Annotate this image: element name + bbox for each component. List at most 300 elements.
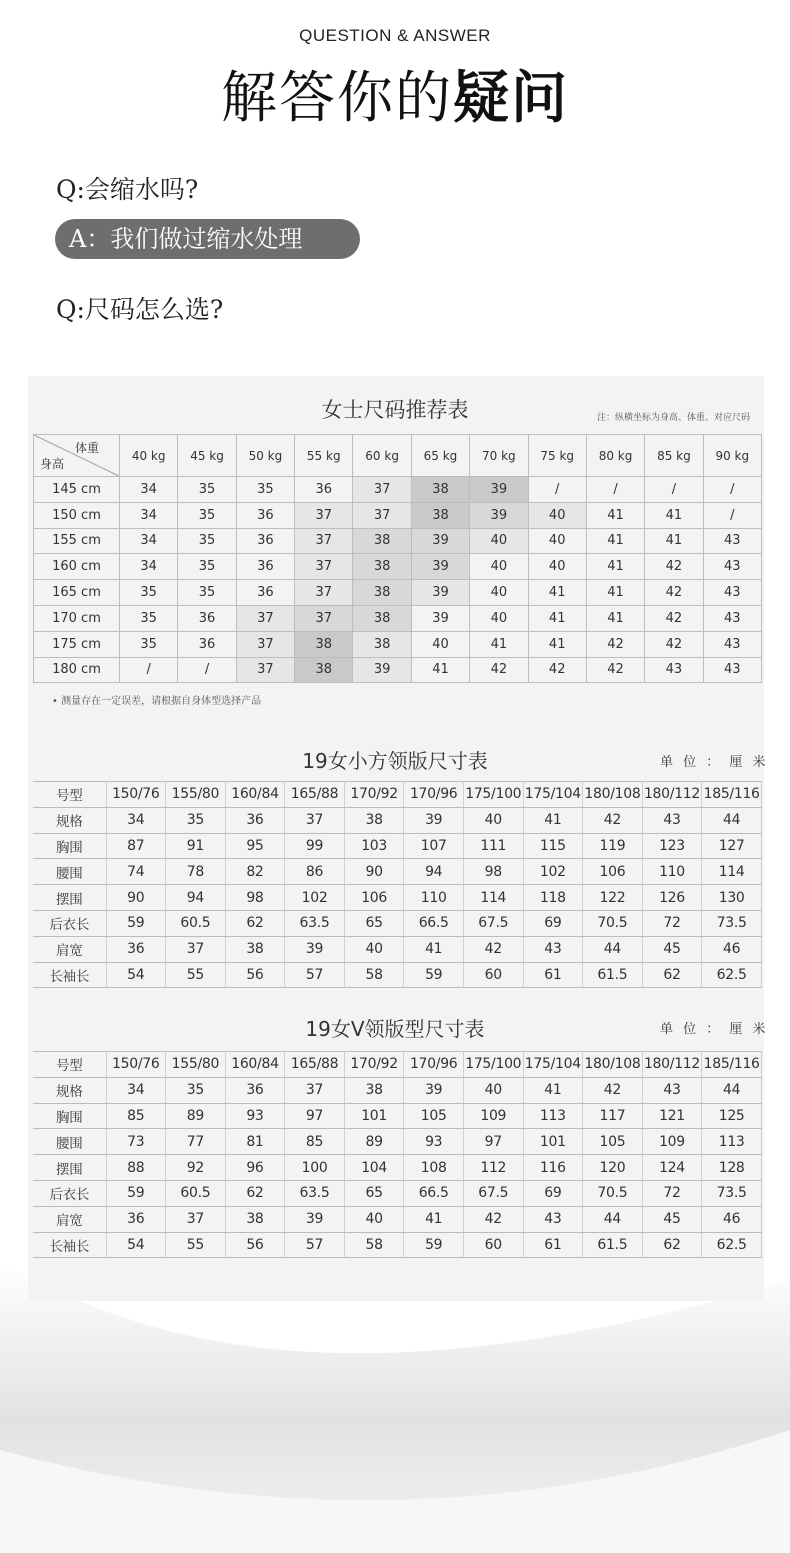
measurement-value-cell: 59 [106, 910, 166, 936]
recommended-size-cell: 34 [120, 502, 178, 528]
recommended-size-cell: 35 [120, 605, 178, 631]
measurement-value-cell: 120 [583, 1155, 643, 1181]
measurement-value-cell: 73.5 [702, 910, 762, 936]
measurement-value-cell: 67.5 [463, 1180, 523, 1206]
recommended-size-cell: / [645, 477, 703, 503]
measurement-label-cell: 长袖长 [33, 962, 106, 988]
measurement-value-cell: 88 [106, 1155, 166, 1181]
measurement-value-cell: 175/100 [463, 1052, 523, 1078]
measurement-value-cell: 165/88 [285, 1052, 345, 1078]
measurement-value-cell: 77 [166, 1129, 226, 1155]
measurement-value-cell: 175/104 [523, 1052, 583, 1078]
square-collar-size-table [33, 781, 762, 988]
measurement-value-cell: 38 [225, 936, 285, 962]
measurement-value-cell: 180/108 [583, 782, 643, 808]
weight-header-cell: 90 kg [703, 435, 761, 477]
measurement-label-cell: 长袖长 [33, 1232, 106, 1258]
recommended-size-cell: 38 [353, 528, 411, 554]
recommend-row [34, 631, 762, 657]
measurement-value-cell: 60.5 [166, 910, 226, 936]
faq-question-shrink: Q:会缩水吗? [56, 175, 199, 204]
measurement-value-cell: 95 [225, 833, 285, 859]
v-collar-unit: 单 位 ： 厘 米 [660, 1022, 769, 1037]
measurement-value-cell: 66.5 [404, 1180, 464, 1206]
measurement-value-cell: 45 [642, 1206, 702, 1232]
measurement-value-cell: 61 [523, 962, 583, 988]
recommended-size-cell: / [120, 657, 178, 683]
weight-header-cell: 70 kg [470, 435, 528, 477]
recommended-size-cell: 40 [470, 580, 528, 606]
recommended-size-cell: / [703, 477, 761, 503]
measurement-value-cell: 41 [404, 1206, 464, 1232]
recommended-size-cell: 40 [470, 528, 528, 554]
recommended-size-cell: 35 [178, 528, 236, 554]
recommended-size-cell: 39 [411, 528, 469, 554]
measurement-value-cell: 65 [344, 1180, 404, 1206]
table-corner-cell [34, 435, 120, 477]
faq-question-size: Q:尺码怎么选? [56, 295, 224, 324]
recommended-size-cell: 35 [178, 502, 236, 528]
recommended-size-cell: 40 [411, 631, 469, 657]
recommend-footnote: • 测量存在一定误差，请根据自身体型选择产品 [52, 696, 262, 707]
measurement-value-cell: 34 [106, 1077, 166, 1103]
measurement-value-cell: 115 [523, 833, 583, 859]
measurement-label-cell: 胸围 [33, 1103, 106, 1129]
measurement-label-cell: 号型 [33, 1052, 106, 1078]
recommended-size-cell: 35 [178, 580, 236, 606]
weight-header-cell: 85 kg [645, 435, 703, 477]
measurement-value-cell: 72 [642, 1180, 702, 1206]
measurement-value-cell: 90 [344, 859, 404, 885]
section-subtitle-en: QUESTION & ANSWER [299, 26, 491, 45]
measurement-label-cell: 后衣长 [33, 910, 106, 936]
recommended-size-cell: 35 [236, 477, 294, 503]
height-label-cell: 165 cm [34, 580, 120, 606]
measurement-value-cell: 98 [463, 859, 523, 885]
recommend-row [34, 554, 762, 580]
recommended-size-cell: 43 [703, 605, 761, 631]
measurement-value-cell: 62 [225, 1180, 285, 1206]
measurement-value-cell: 105 [404, 1103, 464, 1129]
recommended-size-cell: 43 [703, 580, 761, 606]
size-recommendation-table [33, 434, 762, 683]
measurement-value-cell: 87 [106, 833, 166, 859]
measurement-value-cell: 92 [166, 1155, 226, 1181]
measurement-value-cell: 73.5 [702, 1180, 762, 1206]
square-collar-row [33, 910, 762, 936]
measurement-label-cell: 肩宽 [33, 1206, 106, 1232]
recommended-size-cell: 40 [528, 502, 586, 528]
height-label-cell: 180 cm [34, 657, 120, 683]
recommended-size-cell: / [528, 477, 586, 503]
measurement-value-cell: 96 [225, 1155, 285, 1181]
page-title-regular: 解答你的 [221, 66, 453, 131]
recommended-size-cell: 37 [295, 528, 353, 554]
recommended-size-cell: 41 [528, 631, 586, 657]
measurement-value-cell: 62.5 [702, 1232, 762, 1258]
recommended-size-cell: 43 [703, 528, 761, 554]
measurement-value-cell: 110 [404, 885, 464, 911]
measurement-value-cell: 170/92 [344, 782, 404, 808]
weight-header-cell: 45 kg [178, 435, 236, 477]
faq-answer-shrink: A：我们做过缩水处理 [55, 219, 360, 259]
page-title [0, 54, 790, 134]
recommended-size-cell: 39 [353, 657, 411, 683]
recommended-size-cell: 37 [295, 554, 353, 580]
recommended-size-cell: 34 [120, 477, 178, 503]
measurement-value-cell: 40 [463, 1077, 523, 1103]
v-collar-row [33, 1206, 762, 1232]
weight-header-cell: 80 kg [586, 435, 644, 477]
measurement-value-cell: 103 [344, 833, 404, 859]
v-collar-row [33, 1155, 762, 1181]
recommended-size-cell: 40 [470, 554, 528, 580]
corner-weight-label: 体重 [74, 441, 99, 455]
measurement-value-cell: 62.5 [702, 962, 762, 988]
measurement-value-cell: 42 [463, 936, 523, 962]
weight-header-cell: 65 kg [411, 435, 469, 477]
measurement-value-cell: 38 [344, 1077, 404, 1103]
recommended-size-cell: 37 [236, 657, 294, 683]
measurement-value-cell: 58 [344, 1232, 404, 1258]
measurement-value-cell: 37 [285, 807, 345, 833]
measurement-value-cell: 37 [285, 1077, 345, 1103]
v-collar-row [33, 1232, 762, 1258]
recommended-size-cell: 37 [236, 631, 294, 657]
measurement-value-cell: 118 [523, 885, 583, 911]
recommended-size-cell: 38 [353, 554, 411, 580]
recommended-size-cell: 41 [586, 502, 644, 528]
measurement-value-cell: 59 [404, 1232, 464, 1258]
recommended-size-cell: 37 [295, 502, 353, 528]
measurement-value-cell: 101 [523, 1129, 583, 1155]
measurement-value-cell: 39 [285, 1206, 345, 1232]
measurement-value-cell: 55 [166, 962, 226, 988]
recommend-row [34, 502, 762, 528]
recommended-size-cell: 36 [178, 605, 236, 631]
measurement-value-cell: 114 [702, 859, 762, 885]
measurement-value-cell: 122 [583, 885, 643, 911]
recommended-size-cell: 42 [586, 631, 644, 657]
square-collar-row [33, 936, 762, 962]
recommended-size-cell: 39 [411, 554, 469, 580]
measurement-value-cell: 98 [225, 885, 285, 911]
measurement-value-cell: 180/108 [583, 1052, 643, 1078]
measurement-value-cell: 36 [225, 1077, 285, 1103]
measurement-value-cell: 93 [225, 1103, 285, 1129]
measurement-value-cell: 185/116 [702, 782, 762, 808]
page-title-bold: 疑问 [453, 66, 569, 131]
recommended-size-cell: 39 [470, 502, 528, 528]
measurement-value-cell: 43 [642, 807, 702, 833]
height-label-cell: 160 cm [34, 554, 120, 580]
measurement-value-cell: 37 [166, 936, 226, 962]
measurement-value-cell: 70.5 [583, 910, 643, 936]
measurement-value-cell: 73 [106, 1129, 166, 1155]
measurement-value-cell: 39 [404, 1077, 464, 1103]
measurement-label-cell: 胸围 [33, 833, 106, 859]
measurement-value-cell: 74 [106, 859, 166, 885]
measurement-value-cell: 41 [404, 936, 464, 962]
measurement-value-cell: 90 [106, 885, 166, 911]
square-collar-row [33, 833, 762, 859]
measurement-value-cell: 46 [702, 936, 762, 962]
recommended-size-cell: 42 [586, 657, 644, 683]
recommended-size-cell: 42 [645, 554, 703, 580]
v-collar-row [33, 1180, 762, 1206]
recommended-size-cell: 37 [295, 580, 353, 606]
measurement-value-cell: 114 [463, 885, 523, 911]
measurement-value-cell: 117 [583, 1103, 643, 1129]
measurement-value-cell: 42 [583, 1077, 643, 1103]
measurement-label-cell: 肩宽 [33, 936, 106, 962]
recommended-size-cell: 42 [645, 631, 703, 657]
measurement-value-cell: 109 [642, 1129, 702, 1155]
recommended-size-cell: 36 [236, 528, 294, 554]
measurement-value-cell: 60 [463, 962, 523, 988]
measurement-value-cell: 62 [225, 910, 285, 936]
square-collar-row [33, 885, 762, 911]
weight-header-cell: 75 kg [528, 435, 586, 477]
measurement-value-cell: 85 [285, 1129, 345, 1155]
recommended-size-cell: 40 [528, 528, 586, 554]
measurement-value-cell: 57 [285, 1232, 345, 1258]
measurement-value-cell: 66.5 [404, 910, 464, 936]
recommended-size-cell: 36 [236, 554, 294, 580]
measurement-value-cell: 97 [463, 1129, 523, 1155]
measurement-value-cell: 56 [225, 962, 285, 988]
measurement-value-cell: 63.5 [285, 1180, 345, 1206]
measurement-value-cell: 105 [583, 1129, 643, 1155]
recommended-size-cell: 37 [236, 605, 294, 631]
recommended-size-cell: 41 [645, 528, 703, 554]
recommended-size-cell: 36 [236, 502, 294, 528]
recommended-size-cell: / [178, 657, 236, 683]
measurement-value-cell: 40 [344, 1206, 404, 1232]
recommended-size-cell: / [703, 502, 761, 528]
recommended-size-cell: 38 [295, 631, 353, 657]
measurement-value-cell: 37 [166, 1206, 226, 1232]
measurement-value-cell: 106 [583, 859, 643, 885]
measurement-value-cell: 160/84 [225, 782, 285, 808]
v-collar-row [33, 1103, 762, 1129]
measurement-value-cell: 150/76 [106, 782, 166, 808]
v-collar-row [33, 1129, 762, 1155]
measurement-value-cell: 170/96 [404, 782, 464, 808]
measurement-value-cell: 89 [166, 1103, 226, 1129]
measurement-value-cell: 35 [166, 807, 226, 833]
measurement-value-cell: 57 [285, 962, 345, 988]
measurement-value-cell: 101 [344, 1103, 404, 1129]
square-collar-header-row [33, 782, 762, 808]
measurement-value-cell: 36 [225, 807, 285, 833]
measurement-value-cell: 128 [702, 1155, 762, 1181]
measurement-value-cell: 155/80 [166, 782, 226, 808]
measurement-value-cell: 102 [285, 885, 345, 911]
recommended-size-cell: 37 [353, 502, 411, 528]
measurement-value-cell: 35 [166, 1077, 226, 1103]
measurement-value-cell: 42 [463, 1206, 523, 1232]
recommended-size-cell: 42 [470, 657, 528, 683]
square-collar-row [33, 859, 762, 885]
recommend-table-title: 女士尺码推荐表 [321, 398, 469, 422]
measurement-label-cell: 号型 [33, 782, 106, 808]
measurement-label-cell: 规格 [33, 1077, 106, 1103]
measurement-value-cell: 106 [344, 885, 404, 911]
measurement-value-cell: 130 [702, 885, 762, 911]
measurement-value-cell: 97 [285, 1103, 345, 1129]
measurement-value-cell: 60.5 [166, 1180, 226, 1206]
recommended-size-cell: 43 [703, 631, 761, 657]
recommended-size-cell: 38 [353, 631, 411, 657]
measurement-value-cell: 85 [106, 1103, 166, 1129]
recommend-header-row [34, 435, 762, 477]
measurement-value-cell: 65 [344, 910, 404, 936]
measurement-value-cell: 110 [642, 859, 702, 885]
measurement-value-cell: 100 [285, 1155, 345, 1181]
measurement-value-cell: 38 [344, 807, 404, 833]
recommended-size-cell: 41 [586, 554, 644, 580]
measurement-value-cell: 89 [344, 1129, 404, 1155]
measurement-value-cell: 91 [166, 833, 226, 859]
weight-header-cell: 60 kg [353, 435, 411, 477]
measurement-value-cell: 175/104 [523, 782, 583, 808]
measurement-value-cell: 94 [404, 859, 464, 885]
measurement-value-cell: 165/88 [285, 782, 345, 808]
measurement-value-cell: 123 [642, 833, 702, 859]
measurement-value-cell: 113 [523, 1103, 583, 1129]
measurement-value-cell: 112 [463, 1155, 523, 1181]
v-collar-row [33, 1077, 762, 1103]
measurement-value-cell: 69 [523, 1180, 583, 1206]
measurement-value-cell: 43 [523, 1206, 583, 1232]
recommended-size-cell: 43 [703, 657, 761, 683]
measurement-value-cell: 170/92 [344, 1052, 404, 1078]
measurement-value-cell: 107 [404, 833, 464, 859]
recommended-size-cell: 41 [411, 657, 469, 683]
measurement-value-cell: 44 [583, 1206, 643, 1232]
measurement-value-cell: 121 [642, 1103, 702, 1129]
recommended-size-cell: 35 [178, 554, 236, 580]
measurement-value-cell: 108 [404, 1155, 464, 1181]
measurement-value-cell: 78 [166, 859, 226, 885]
measurement-value-cell: 180/112 [642, 782, 702, 808]
measurement-value-cell: 102 [523, 859, 583, 885]
recommend-row [34, 657, 762, 683]
measurement-value-cell: 46 [702, 1206, 762, 1232]
measurement-value-cell: 43 [642, 1077, 702, 1103]
measurement-value-cell: 54 [106, 1232, 166, 1258]
measurement-value-cell: 39 [404, 807, 464, 833]
recommended-size-cell: 43 [703, 554, 761, 580]
recommended-size-cell: 39 [411, 580, 469, 606]
recommended-size-cell: 40 [528, 554, 586, 580]
measurement-value-cell: 61.5 [583, 962, 643, 988]
recommended-size-cell: 41 [586, 580, 644, 606]
measurement-value-cell: 70.5 [583, 1180, 643, 1206]
measurement-value-cell: 63.5 [285, 910, 345, 936]
measurement-value-cell: 62 [642, 962, 702, 988]
recommended-size-cell: 38 [411, 477, 469, 503]
height-label-cell: 145 cm [34, 477, 120, 503]
measurement-value-cell: 41 [523, 807, 583, 833]
measurement-value-cell: 38 [225, 1206, 285, 1232]
square-collar-row [33, 807, 762, 833]
measurement-value-cell: 72 [642, 910, 702, 936]
measurement-value-cell: 67.5 [463, 910, 523, 936]
recommended-size-cell: 35 [120, 631, 178, 657]
measurement-value-cell: 185/116 [702, 1052, 762, 1078]
measurement-value-cell: 93 [404, 1129, 464, 1155]
measurement-label-cell: 后衣长 [33, 1180, 106, 1206]
measurement-value-cell: 59 [106, 1180, 166, 1206]
measurement-value-cell: 44 [583, 936, 643, 962]
height-label-cell: 155 cm [34, 528, 120, 554]
recommended-size-cell: 35 [120, 580, 178, 606]
measurement-value-cell: 61 [523, 1232, 583, 1258]
height-label-cell: 170 cm [34, 605, 120, 631]
recommend-row [34, 580, 762, 606]
measurement-value-cell: 62 [642, 1232, 702, 1258]
corner-height-label: 身高 [40, 457, 65, 471]
v-collar-size-table [33, 1051, 762, 1258]
weight-header-cell: 55 kg [295, 435, 353, 477]
height-label-cell: 150 cm [34, 502, 120, 528]
measurement-value-cell: 58 [344, 962, 404, 988]
measurement-value-cell: 55 [166, 1232, 226, 1258]
measurement-value-cell: 44 [702, 807, 762, 833]
measurement-value-cell: 175/100 [463, 782, 523, 808]
square-collar-row [33, 962, 762, 988]
measurement-value-cell: 39 [285, 936, 345, 962]
square-collar-table-title: 19女小方领版尺寸表 [302, 749, 488, 773]
recommended-size-cell: 41 [645, 502, 703, 528]
recommended-size-cell: 38 [353, 580, 411, 606]
recommend-row [34, 528, 762, 554]
recommended-size-cell: 37 [295, 605, 353, 631]
measurement-value-cell: 124 [642, 1155, 702, 1181]
measurement-value-cell: 150/76 [106, 1052, 166, 1078]
measurement-label-cell: 腰围 [33, 1129, 106, 1155]
measurement-value-cell: 126 [642, 885, 702, 911]
measurement-value-cell: 36 [106, 936, 166, 962]
recommended-size-cell: 36 [295, 477, 353, 503]
recommended-size-cell: / [586, 477, 644, 503]
measurement-value-cell: 45 [642, 936, 702, 962]
recommended-size-cell: 40 [470, 605, 528, 631]
recommended-size-cell: 41 [586, 528, 644, 554]
measurement-value-cell: 104 [344, 1155, 404, 1181]
measurement-value-cell: 125 [702, 1103, 762, 1129]
measurement-value-cell: 94 [166, 885, 226, 911]
measurement-value-cell: 40 [463, 807, 523, 833]
recommended-size-cell: 41 [528, 580, 586, 606]
measurement-value-cell: 111 [463, 833, 523, 859]
measurement-value-cell: 170/96 [404, 1052, 464, 1078]
recommend-table-note: 注：纵横坐标为身高、体重、对应尺码 [597, 413, 751, 423]
measurement-value-cell: 99 [285, 833, 345, 859]
measurement-value-cell: 44 [702, 1077, 762, 1103]
height-label-cell: 175 cm [34, 631, 120, 657]
v-collar-table-title: 19女V领版型尺寸表 [305, 1017, 485, 1041]
measurement-value-cell: 160/84 [225, 1052, 285, 1078]
recommended-size-cell: 39 [411, 605, 469, 631]
v-collar-header-row [33, 1052, 762, 1078]
recommended-size-cell: 42 [645, 605, 703, 631]
measurement-value-cell: 116 [523, 1155, 583, 1181]
recommended-size-cell: 38 [353, 605, 411, 631]
measurement-value-cell: 59 [404, 962, 464, 988]
